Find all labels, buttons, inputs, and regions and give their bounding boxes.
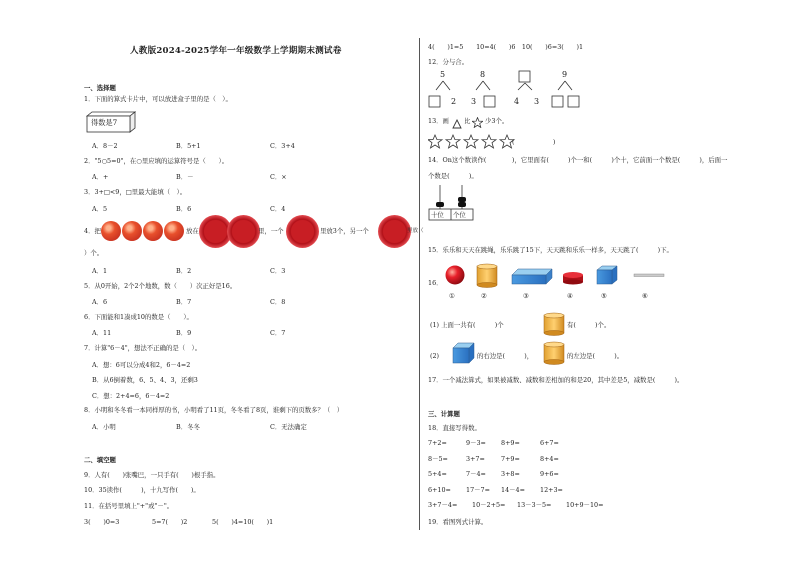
section-heading-choice: 一、选择题 <box>84 84 116 92</box>
bond-number: 5 <box>440 70 446 79</box>
question-4-text: 放在 <box>186 227 199 235</box>
calc-item: 3+7－4= <box>428 501 458 509</box>
q2-option-b: B．－ <box>176 173 194 181</box>
q3-option-b: B．6 <box>176 205 192 213</box>
apple-icon <box>143 221 163 241</box>
calc-item: 7－4= <box>466 470 486 478</box>
stars-row <box>428 134 518 154</box>
calc-item: 13－3－5= <box>517 501 552 509</box>
q11-item: 3( )0=3 <box>84 518 120 526</box>
shape-number: ⑤ <box>601 292 607 300</box>
calc-item: 14－4= <box>501 485 525 494</box>
cube-icon <box>452 342 476 368</box>
q2-option-c: C．× <box>270 173 287 181</box>
q11-continued: 4( )1=5 10=4( )6 10( )6=3( )1 <box>428 43 584 51</box>
question-14-line2: 个数是( )。 <box>428 172 478 180</box>
question-2: 2．"5○5=0"，在○里应填的运算符号是（ ）。 <box>84 157 229 165</box>
solid-shapes-row <box>442 263 672 293</box>
question-16-1-tail: 有( )个。 <box>567 321 611 329</box>
apple-icon <box>164 221 184 241</box>
q5-option-c: C．8 <box>270 298 286 306</box>
column-divider <box>419 38 420 530</box>
calc-item: 3+7= <box>466 454 485 463</box>
question-19: 19．看图列式计算。 <box>428 518 488 526</box>
bond-number: 3 <box>534 97 540 106</box>
q1-option-c: C．3+4 <box>270 142 295 150</box>
bond-number: 4 <box>514 97 520 106</box>
q3-option-c: C．4 <box>270 205 286 213</box>
shape-number: ④ <box>567 292 573 300</box>
q5-option-b: B．7 <box>176 298 192 306</box>
calc-item: 8－5= <box>428 454 448 463</box>
apple-icon <box>101 221 121 241</box>
shape-number: ③ <box>523 292 529 300</box>
calc-item: 17－7= <box>466 485 490 494</box>
calc-item: 6+7= <box>540 439 559 447</box>
question-4-text: 里，一个 <box>258 227 284 235</box>
q8-option-b: B．冬冬 <box>176 423 200 431</box>
q1-option-a: A．8－2 <box>92 142 118 150</box>
question-6: 6．下面能和1凑成10的数是（ ）。 <box>84 313 193 321</box>
q6-option-a: A．11 <box>92 329 112 337</box>
question-13-text: 比 <box>464 117 471 125</box>
calc-item: 10+9－10= <box>566 501 604 509</box>
question-4-prefix: 4．把 <box>84 227 101 235</box>
calc-item: 9+6= <box>540 470 559 478</box>
question-4-tail: 里放（ <box>407 228 424 234</box>
q7-option-b: B．从6倒着数，6、5、4、3，还剩3 <box>92 376 198 384</box>
calc-item: 6+10= <box>428 485 451 494</box>
cylinder-icon <box>543 312 565 340</box>
answer-box-label: 得数是7 <box>91 118 118 127</box>
question-9: 9．人有( )张嘴巴，一只手有( )根手指。 <box>84 471 220 479</box>
plate-icon <box>227 215 260 248</box>
calc-item: 3+8= <box>501 470 520 478</box>
calc-item: 12+3= <box>540 485 563 494</box>
bond-number: 2 <box>451 97 457 106</box>
calc-item: 7+9= <box>501 454 520 463</box>
q8-option-a: A．小明 <box>92 423 116 431</box>
question-1: 1．下面的算式卡片中，可以放进盒子里的是（ ）。 <box>84 95 232 103</box>
question-17: 17．一个减法算式，如果被减数、减数和差相加的和是20，其中差是5，减数是( )。 <box>428 376 684 384</box>
cylinder-icon <box>543 341 565 369</box>
question-7: 7．计算"6－4"，想法不正确的是（ ）。 <box>84 344 202 352</box>
answer-box-image <box>86 111 136 137</box>
question-3: 3．3+□<9，□里最大能填（ ）。 <box>84 188 187 196</box>
calc-item: 8+9= <box>501 439 520 447</box>
q4-option-c: C．3 <box>270 267 286 275</box>
bond-number: 3 <box>471 97 477 106</box>
abacus-label-tens: 十位 <box>431 211 444 219</box>
q4-option-a: A．1 <box>92 267 108 275</box>
section-heading-fill: 二、填空题 <box>84 456 116 464</box>
question-13-prefix: 13．画 <box>428 117 449 125</box>
q1-option-b: B．5+1 <box>176 142 201 150</box>
q3-option-a: A．5 <box>92 205 108 213</box>
question-4-text: 里放3个，另一个 <box>320 227 369 235</box>
question-16-1: (1) 上面一共有( )个 <box>430 321 504 329</box>
q6-option-c: C．7 <box>270 329 286 337</box>
calc-item: 10－2+5= <box>472 501 506 509</box>
question-16-label: 16． <box>428 279 443 287</box>
question-15: 15．乐乐和天天在跳绳，乐乐跳了15下，天天跳和乐乐一样多，天天跳了( )下。 <box>428 246 673 254</box>
question-16-2-tail: 的左边是( )。 <box>567 352 624 360</box>
q5-option-a: A．6 <box>92 298 108 306</box>
shape-number: ⑥ <box>642 292 648 300</box>
question-11: 11．在括号里填上"+"或"－"。 <box>84 502 174 510</box>
section-heading-calc: 三、计算题 <box>428 410 460 418</box>
calc-item: 5+4= <box>428 470 447 478</box>
shape-number: ① <box>449 292 455 300</box>
question-5: 5．从0开始，2个2个地数，数（ ）次正好是16。 <box>84 282 237 290</box>
q6-option-b: B．9 <box>176 329 192 337</box>
apple-icon <box>122 221 142 241</box>
shape-number: ② <box>481 292 487 300</box>
question-13-text: 少3个。 <box>485 117 509 125</box>
calc-item: 7+2= <box>428 439 447 447</box>
q7-option-a: A．想：6可以分成4和2，6－4=2 <box>92 361 191 369</box>
q11-item: 5( )4=10( )1 <box>212 518 274 526</box>
question-16-2-text: 的右边是( )， <box>477 352 534 360</box>
question-12: 12．分与合。 <box>428 58 469 66</box>
star-icon <box>472 113 483 132</box>
page-title: 人教版2024-2025学年一年级数学上学期期末测试卷 <box>130 46 342 56</box>
calc-item: 8+4= <box>540 454 559 463</box>
bond-number: 9 <box>562 70 568 79</box>
question-14: 14．On这个数读作( )，它里面有( )个一和( )个十，它前面一个数是( )，后面一 <box>428 156 728 164</box>
triangle-icon <box>452 114 462 133</box>
bond-number: 8 <box>480 70 486 79</box>
q8-option-c: C．无法确定 <box>270 423 307 431</box>
question-18: 18．直接写得数。 <box>428 424 481 432</box>
q2-option-a: A．+ <box>92 173 109 181</box>
question-8: 8．小明和冬冬看一本同样厚的书，小明看了11页，冬冬看了8页，谁剩下的页数多？（ ） <box>84 406 344 414</box>
q11-item: 5=7( )2 <box>152 518 188 526</box>
plate-icon <box>286 215 319 248</box>
abacus-label-ones: 个位 <box>453 211 466 219</box>
calc-item: 9－3= <box>466 439 486 447</box>
question-10: 10．35读作( )，十九写作( )。 <box>84 486 200 494</box>
question-4-line2: ）个。 <box>84 249 104 257</box>
q7-option-c: C．想：2+4=6，6－4=2 <box>92 392 170 400</box>
q4-option-b: B．2 <box>176 267 192 275</box>
question-16-2-label: (2) <box>430 352 440 360</box>
answer-blank: ( ) <box>512 138 556 146</box>
